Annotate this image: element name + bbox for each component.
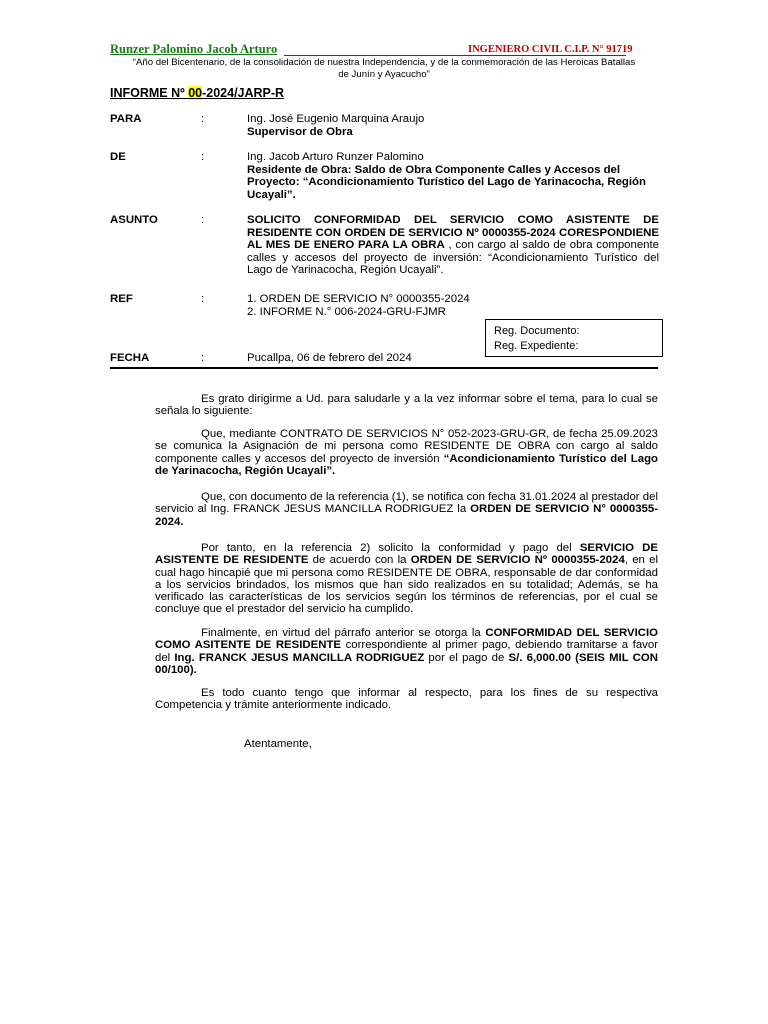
paragraph-request-text-3: , en el cual hago hincapié que mi persona como RESIDENTE DE OBRA, responsable de dar conformidad a los servicios brindados, los mismos que han sido realizados en su totalidad; Además, se ha verificado las características de los servicios según los términos de referencias, por el cual se concluye que el prestador del servicio ha cumplido. bbox=[155, 554, 658, 616]
paragraph-notification-text: Que, con documento de la referencia (1), se notifica con fecha 31.01.2024 al prestador del servicio al Ing. FRANCK JESUS MANCILLA RODRIGUEZ la bbox=[155, 491, 658, 516]
paragraph-conformity-text-3: por el pago de bbox=[424, 651, 509, 664]
fecha-label: FECHA bbox=[110, 352, 150, 364]
ref-label: REF bbox=[110, 293, 133, 305]
header-separator bbox=[110, 367, 658, 369]
paragraph-intro bbox=[155, 393, 658, 418]
report-title bbox=[110, 86, 284, 100]
paragraph-conformity-text-1: Finalmente, en virtud del párrafo anterior se otorga la bbox=[201, 627, 486, 639]
de-colon: : bbox=[201, 151, 205, 163]
service-order: ORDEN DE SERVICIO N° 0000355-2024. bbox=[155, 503, 659, 528]
paragraph-intro-text: Es grato dirigirme a Ud. para saludarle y a la vez informar sobre el tema, para lo cual se señala lo siguiente: bbox=[155, 393, 658, 418]
de-sender: Ing. Jacob Arturo Runzer Palomino bbox=[247, 151, 424, 163]
service-order-ref: ORDEN DE SERVICIO Nº 0000355-2024 bbox=[410, 554, 625, 567]
beneficiary-name: Ing. FRANCK JESUS MANCILLA RODRIGUEZ bbox=[174, 651, 425, 664]
asunto-bold: SOLICITO CONFORMIDAD DEL SERVICIO COMO ASISTENTE DE RESIDENTE CON ORDEN DE SERVICIO Nº 0000355-2024 CORESPONDIENE AL MES DE ENERO PARA LA OBRA bbox=[247, 214, 659, 252]
de-value bbox=[247, 151, 659, 201]
paragraph-contract-text: Que, mediante CONTRATO DE SERVICIOS N° 052-2023-GRU-GR, de fecha 25.09.2023 se comunica la Asignación de mi persona como RESIDENTE DE OBRA con cargo al saldo componente calles y accesos del proyecto de inversión bbox=[155, 428, 658, 465]
de-label: DE bbox=[110, 151, 126, 163]
para-role: Supervisor de Obra bbox=[247, 125, 353, 138]
de-role: Residente de Obra: Saldo de Obra Componente Calles y Accesos del Proyecto: “Acondicionamiento Turístico del Lago de Yarinacocha, Región Ucayali”. bbox=[247, 163, 646, 201]
closing-salutation: Atentamente, bbox=[244, 738, 312, 750]
asunto-colon: : bbox=[201, 214, 205, 226]
report-title-suffix: -2024/JARP-R bbox=[202, 86, 285, 100]
engineer-credential: INGENIERO CIVIL C.I.P. N° 91719 bbox=[468, 44, 633, 55]
paragraph-closing bbox=[155, 687, 658, 712]
payment-amount: S/. 6,000.00 (SEIS MIL CON 00/100). bbox=[155, 651, 658, 676]
reg-expediente: Reg. Expediente: bbox=[494, 340, 579, 352]
para-value bbox=[247, 113, 659, 138]
paragraph-request-text-1: Por tanto, en la referencia 2) solicito la conformidad y pago del bbox=[201, 542, 580, 554]
asunto-value bbox=[247, 214, 659, 277]
paragraph-closing-text: Es todo cuanto tengo que informar al respecto, para los fines de su respectiva Competencia y trámite anteriormente indicado. bbox=[155, 687, 658, 712]
asunto-label: ASUNTO bbox=[110, 214, 158, 226]
header-rule bbox=[284, 55, 626, 56]
project-name: “Acondicionamiento Turístico del Lago de Yarinacocha, Región Ucayali”. bbox=[155, 452, 658, 477]
ref-item-2: 2. INFORME N.° 006-2024-GRU-FJMR bbox=[247, 305, 446, 318]
year-motto-line1: “Año del Bicentenario, de la consolidación de nuestra Independencia, y de la conmemoración de las Heroicas Batallas bbox=[132, 57, 636, 68]
paragraph-notification bbox=[155, 491, 658, 528]
ref-item-1: 1. ORDEN DE SERVICIO N° 0000355-2024 bbox=[247, 293, 470, 305]
para-recipient: Ing. José Eugenio Marquina Araujo bbox=[247, 113, 425, 125]
paragraph-request bbox=[155, 542, 658, 616]
service-type: SERVICIO DE ASISTENTE DE RESIDENTE bbox=[155, 542, 659, 567]
report-number: 00 bbox=[188, 86, 203, 100]
reg-documento: Reg. Documento: bbox=[494, 325, 580, 337]
year-motto bbox=[110, 57, 658, 81]
paragraph-conformity-text-2: correspondiente al primer pago, debiendo tramitarse a favor del bbox=[155, 639, 658, 664]
ref-value bbox=[247, 293, 659, 318]
ref-colon: : bbox=[201, 293, 205, 305]
paragraph-conformity bbox=[155, 627, 658, 676]
asunto-rest: , con cargo al saldo de obra componente calles y accesos del proyecto de inversión: “Acondicionamiento Turístico del Lago de Yarinacocha, Región Ucayali”. bbox=[247, 239, 659, 277]
fecha-value: Pucallpa, 06 de febrero del 2024 bbox=[247, 352, 412, 364]
fecha-colon: : bbox=[201, 352, 205, 364]
para-colon: : bbox=[201, 113, 205, 125]
author-name: Runzer Palomino Jacob Arturo bbox=[110, 42, 278, 56]
conformity-title: CONFORMIDAD DEL SERVICIO COMO ASITENTE DE RESIDENTE bbox=[155, 627, 658, 652]
report-title-prefix: INFORME Nº bbox=[110, 86, 189, 100]
paragraph-request-text-2: de acuerdo con la bbox=[308, 554, 411, 567]
paragraph-contract bbox=[155, 428, 658, 477]
year-motto-line2: de Junín y Ayacucho” bbox=[338, 69, 430, 80]
para-label: PARA bbox=[110, 113, 142, 125]
